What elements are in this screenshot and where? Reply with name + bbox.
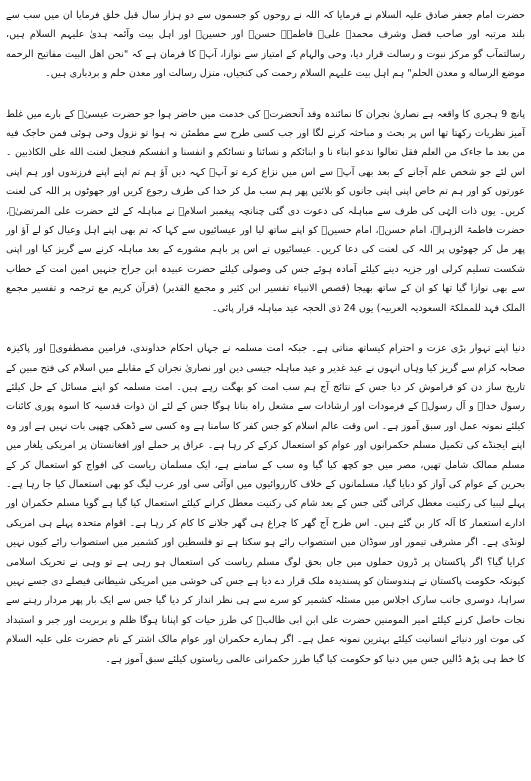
paragraph-ummah-lessons: دنیا اپنے تہوار بڑی عزت و احترام کیساتھ مناتی ہے۔ جبکہ امت مسلمہ نے جہاں احکام خداوندی، فرامین مصطفویؐ اور پاکیزہ صحابہ کرام سے گریز کیا وہاں انہوں نے عید غدیر و عید مباہلہ جیسی دین اور نصاریٰ نجران کے مقابلے میں اسلام کی فتح مبین کے تاریخ ساز دن کو فراموش کر دیا جس کے نتائج آج ہم سب امت کو بھگت رہے ہیں۔ امت مسلمہ کو اپنے مسائل کے حل کیلئے رسول خداؐ و آل رسولؐ کے فرمودات اور ارشادات سے مشعل راہ بنانا ہوگا جس کے لئے ان ذوات قدسیہ کا اسوہ پوری کائنات کیلئے نمونہ عمل اور سبق آموز ہے۔ اس وقت عالم اسلام کو جس کفر کا سامنا ہے وہ کسی سے ڈھکی چھپی بات نہیں ہے اور وہ اپنے ایجنڈے کی تکمیل مسلم حکمرانوں اور عوام کو استعمال کرکے کر رہا ہے۔ عراق پر حملے اور افغانستان پر امریکی یلغار میں مسلم ممالک شامل تھیں، مصر میں جو کچھ کیا گیا وہ سب کے سامنے ہے، ایک مسلمان ریاست کی افواج کو استعمال کر کے بحرین کے عوام کی آواز کو دبایا گیا، مسلمانوں کے خلاف کارروائیوں میں اوآئی سی اور عرب لیگ کو بھی استعمال کیا جا رہا ہے۔ پہلے لیبیا کی رکنیت معطل کرائی گئی جس کے بعد شام کی رکنیت معطل کرانے کیلئے استعمال کیا گیا ہے گویا مسلم حکمران اور ادارے استعمار کا آلہ کار بن گئے ہیں۔ اس طرح آج گھر کا چراغ ہی گھر جلانے کا کام کر رہا ہے۔ اقوام متحدہ پہلے ہی امریکی لونڈی ہے۔ اگر مشرقی تیمور اور سوڈان میں استصواب رائے ہو سکتا ہے تو فلسطین اور کشمیر میں استصواب رائے کیوں نہیں کرایا گیا؟ اگر پاکستان پر ڈرون حملوں میں جاں بحق لوگ مسلم ریاست کی استعمال ہو رہی ہے تو وہی نے تحریک اسلامی کیونکہ حکومت پاکستان نے ہندوستان کو پسندیدہ ملک قرار دے دیا ہے جس کی خوشی میں امریکی شیطانی فیصلے دی جسے نہیں سراہا، دوسری جانب سارک اجلاس میں مسئلہ کشمیر کو سرے سے ہی نظر انداز کر دیا گیا جس سے ایک بار پھر مردار رہنے سے نجات حاصل کرنے کیلئے امیر المومنین حضرت علی ابن ابی طالبؑ کی طرز حیات کو اپنانا ہوگا ظلم و بربریت اور جبر و استبداد کی موت اور دنیائے انسانیت کیلئے بہترین نمونہ عمل ہے۔ اگر ہمارے حکمران اور عوام مالک اشتر کے نام حضرت علی علیہ السلام کا خط ہی پڑھ ڈالیں جس میں دنیا کو حکومت کیا گیا طرز حکمرانی عالمی ریاستوں کیلئے سبق آموز ہے۔ <box>6 343 525 665</box>
paragraph-spacer <box>6 318 525 339</box>
paragraph-mubahala-event: پانچ 9 ہجری کا واقعہ ہے نصاریٰ نجران کا نمائندہ وفد آنحضرتؐ کی خدمت میں حاضر ہوا جو حضرت عیسیٰؑ کے بارے میں غلط آمیز نظریات رکھتا تھا اس پر بحث و مباحثہ کرنے لگا اور جب کسی طرح سے مطمئن نہ ہوا تو نزول وحی ہوئی فمن حاجک فیه من بعد ما جاءک من العلم فقل تعالوا ندعو ابناء نا و ابنائکم و نسائنا و نسائکم و انفسنا و انفسکم فنجعل لعنت الله علی الکاذبین ۔ اس لئے جو شخص علم آجانے کے بعد بھی آپؐ سے اس میں نزاع کرے تو آپؐ کہہ دیں آؤ ہم تم اپنے اپنے فرزندوں اور ہم اپنی عورتوں کو اور ہم تم خاص اپنی اپنی جانوں کو بلائیں پھر ہم سب مل کر خدا کی طرف رجوع کریں اور جھوٹوں پر اللہ کی لعنت کریں۔ یوں ذات الہٰی کی طرف سے مباہلہ کی دعوت دی گئی چنانچہ پیغمبر اسلامؐ نے مباہلہ کے لئے حضرت علی المرتضیٰؑ، حضرت فاطمۃ الزہراؑ، امام حسنؑ، امام حسینؑ کو اپنے ساتھ لیا اور عیسائیوں سے کہا کہ تم بھی اپنے اہل وعیال کو لے آؤ اور پھر مل کر جھوٹوں پر اللہ کی لعنت کی دعا کریں۔ عیسائیوں نے اس پر باہم مشورے کے بعد مباہلہ کرنے سے گریز کیا اور اپنی شکست تسلیم کرلی اور جزیہ دینے کیلئے آمادہ ہوئے جس کی وصولی کیلئے حضرت عبیدہ ابن جراح جنہیں امین امت کے خطاب سے بھی نوازا گیا تھا کو ان کے ساتھ بھیجا (قصص الانبیاء تفسیر ابن کثیر و مجمع القدیر) (قرآن کریم مع ترجمہ و تفسیر مجمع الملک فہد للمملکۃ السعودیہ العربیہ) یوں 24 ذی الحجہ عید مباہلہ قرار پائی۔ <box>6 108 525 314</box>
paragraph-spacer <box>6 84 525 105</box>
paragraph-intro: حضرت امام جعفر صادق علیہ السلام نے فرمایا کہ اللہ نے روحوں کو جسموں سے دو ہزار سال قبل خلق فرمایا ان میں سب سے بلند مرتبہ اور صاحب فضل وشرف محمدؐ علیؑ فاطمہؑ حسنؑ اور حسینؑ اور اہل بیت وآئمہ ہدیٰ علیہم السلام ہیں، رسالتمآب گو مرکز نبوت و رسالت قرار دیا، وحی والہام کے امتیاز سے نوازا، آپؐ کا فرمان ہے کہ "نحن اهل البیت مفاتیح الرحمه موضع الرساله و معدن الحلم" ہم اہل بیت علیہم السلام رحمت کی کنجیاں، منزل رسالت اور معدن حلم و بردباری ہیں۔ <box>6 10 525 80</box>
